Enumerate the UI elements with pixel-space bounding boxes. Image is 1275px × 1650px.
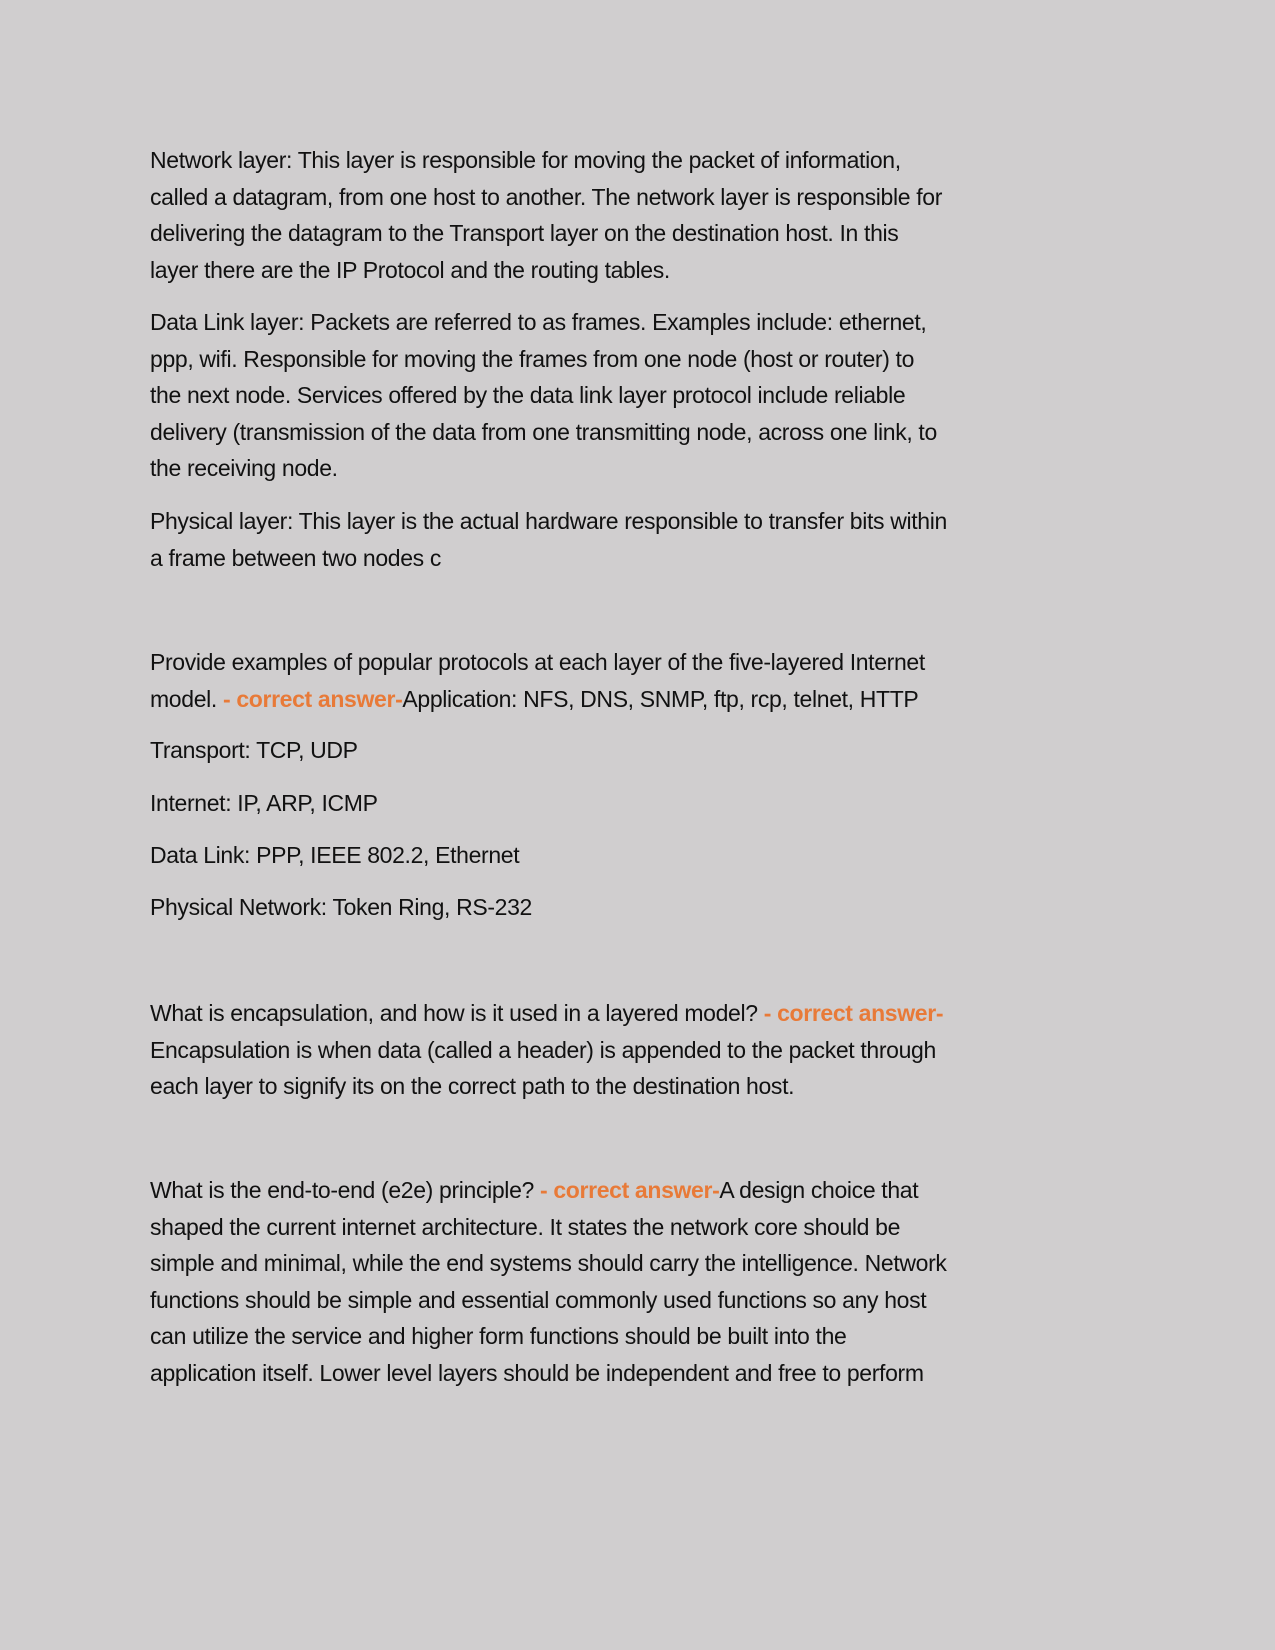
text-line: a frame between two nodes c	[150, 544, 441, 571]
text-line: Physical layer: This layer is the actual hardware responsible to transfer bits within	[150, 508, 947, 534]
answer-text: shaped the current internet architecture. It states the network core should be	[150, 1213, 901, 1240]
question-text: What is the end-to-end (e2e) principle?	[150, 1177, 540, 1203]
data-link-layer-paragraph	[150, 304, 1150, 487]
answer-physical	[150, 889, 1150, 926]
answer-internet	[150, 785, 1150, 822]
answer-text: each layer to signify its on the correct path to the destination host.	[150, 1073, 795, 1099]
text-line: ppp, wifi. Responsible for moving the frames from one node (host or router) to	[150, 345, 915, 372]
text-line: layer there are the IP Protocol and the routing tables.	[150, 256, 670, 283]
text-line: Data Link: PPP, IEEE 802.2, Ethernet	[150, 842, 520, 868]
text-line	[150, 995, 1150, 1032]
text-line: Transport: TCP, UDP	[150, 737, 358, 763]
text-line: the next node. Services offered by the data link layer protocol include reliable	[150, 382, 906, 408]
answer-marker: - correct answer-	[763, 1000, 944, 1026]
answer-transport	[150, 732, 1150, 769]
text-line: Physical Network: Token Ring, RS-232	[150, 894, 532, 920]
answer-text: functions should be simple and essential commonly used functions so any host	[150, 1286, 927, 1313]
text-line: delivery (transmission of the data from one transmitting node, across one link, to	[150, 418, 937, 445]
answer-text: Encapsulation is when data (called a header) is appended to the packet through	[150, 1036, 936, 1063]
text-line: Data Link layer: Packets are referred to as frames. Examples include: ethernet,	[150, 309, 927, 335]
question-encapsulation	[150, 995, 1150, 1105]
question-e2e	[150, 1172, 1150, 1391]
physical-layer-paragraph	[150, 503, 1150, 576]
answer-data-link	[150, 837, 1150, 874]
text-line: the receiving node.	[150, 455, 338, 481]
question-text: What is encapsulation, and how is it used in a layered model?	[150, 1000, 764, 1026]
question-text: model.	[150, 685, 223, 712]
network-layer-paragraph	[150, 142, 1150, 288]
text-line: delivering the datagram to the Transport layer on the destination host. In this	[150, 220, 899, 246]
answer-marker: - correct answer-	[540, 1177, 720, 1203]
text-line: called a datagram, from one host to another. The network layer is responsible for	[150, 183, 943, 210]
answer-text: application itself. Lower level layers should be independent and free to perform	[150, 1359, 924, 1386]
answer-marker: - correct answer-	[222, 685, 403, 712]
text-line: Network layer: This layer is responsible for moving the packet of information,	[150, 147, 901, 173]
question-text: Provide examples of popular protocols at each layer of the five-layered Internet	[150, 649, 925, 675]
text-line: Internet: IP, ARP, ICMP	[150, 790, 378, 816]
answer-text: can utilize the service and higher form functions should be built into the	[150, 1323, 847, 1349]
text-line	[150, 1172, 1150, 1209]
answer-text: simple and minimal, while the end systems should carry the intelligence. Network	[150, 1250, 947, 1276]
question-protocols	[150, 644, 1150, 717]
answer-text: A design choice that	[719, 1177, 919, 1203]
text-line	[150, 681, 1150, 718]
answer-text: Application: NFS, DNS, SNMP, ftp, rcp, telnet, HTTP	[402, 685, 919, 712]
